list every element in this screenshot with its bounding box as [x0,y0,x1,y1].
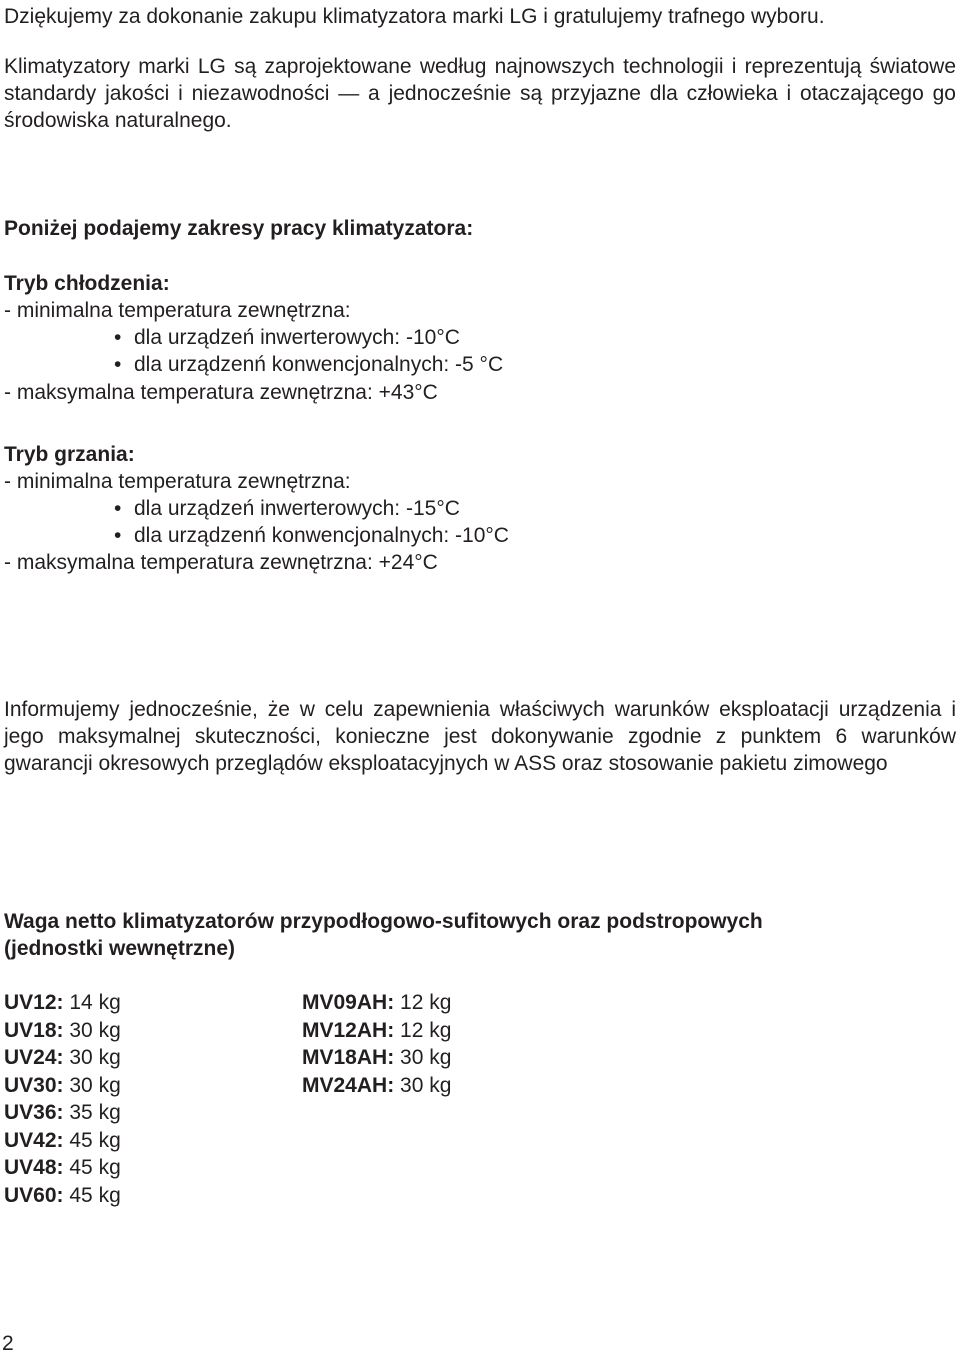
heating-max-label: - maksymalna temperatura zewnętrzna: +24°C [4,551,438,574]
weight-row: UV42: 45 kg [4,1128,121,1152]
bullet-text: dla urządzeń inwerterowych: -15°C [134,497,460,520]
page-number: 2 [2,1332,14,1355]
weights-subheading: (jednostki wewnętrzne) [4,937,236,960]
weight-row: UV60: 45 kg [4,1183,121,1207]
weight-row: MV09AH: 12 kg [302,991,452,1014]
cooling-title: Tryb chłodzenia: [4,272,170,295]
weight-row: UV18: 30 kg [4,1018,121,1042]
bullet-dot: • [114,524,122,547]
weight-row: MV12AH: 12 kg [302,1018,452,1042]
cooling-min-label: - minimalna temperatura zewnętrzna: [4,299,351,322]
weight-row: UV30: 30 kg [4,1073,121,1097]
bullet-dot: • [114,326,122,349]
heating-bullet-inverter [114,495,460,522]
bullet-text: dla urządzeń inwerterowych: -10°C [134,326,460,349]
weights-list-mv [302,989,451,1099]
cooling-bullet-inverter [114,324,460,351]
cooling-bullet-conventional [114,351,503,378]
weight-row: MV24AH: 30 kg [302,1073,452,1097]
bullet-dot: • [114,353,122,376]
intro-paragraph: Klimatyzatory marki LG są zaprojektowane według najnowszych technologii i reprezentują światowe standardy jakości i niezawodności — a jednocześnie są przyjazne dla człowieka i otaczającego go środowiska naturalnego. [4,55,956,132]
heating-title: Tryb grzania: [4,443,135,466]
bullet-text: dla urządzenń konwencjonalnych: -10°C [134,524,509,547]
weight-row: UV12: 14 kg [4,991,121,1014]
weight-row: UV24: 30 kg [4,1046,121,1069]
maintenance-notice: Informujemy jednocześnie, że w celu zapewnienia właściwych warunków eksploatacji urządzenia i jego maksymalnej skuteczności, konieczne jest dokonywanie zgodnie z punktem 6 warunków gwarancji okresowych przeglądów eksploatacyjnych w ASS oraz stosowanie pakietu zimowego [4,698,956,775]
thanks-text: Dziękujemy za dokonanie zakupu klimatyzatora marki LG i gratulujemy trafnego wyboru. [4,5,825,28]
weights-list-uv [4,989,121,1209]
weight-row: MV18AH: 30 kg [302,1046,452,1069]
weight-row: UV48: 45 kg [4,1156,121,1179]
weight-row: UV36: 35 kg [4,1101,121,1124]
bullet-text: dla urządzenń konwencjonalnych: -5 °C [134,353,504,376]
bullet-dot: • [114,497,122,520]
ranges-heading: Poniżej podajemy zakresy pracy klimatyzatora: [4,217,474,240]
heating-min-label: - minimalna temperatura zewnętrzna: [4,470,351,493]
weights-heading: Waga netto klimatyzatorów przypodłogowo-sufitowych oraz podstropowych [4,910,763,933]
heating-bullet-conventional [114,522,509,549]
cooling-max-label: - maksymalna temperatura zewnętrzna: +43°C [4,381,438,404]
